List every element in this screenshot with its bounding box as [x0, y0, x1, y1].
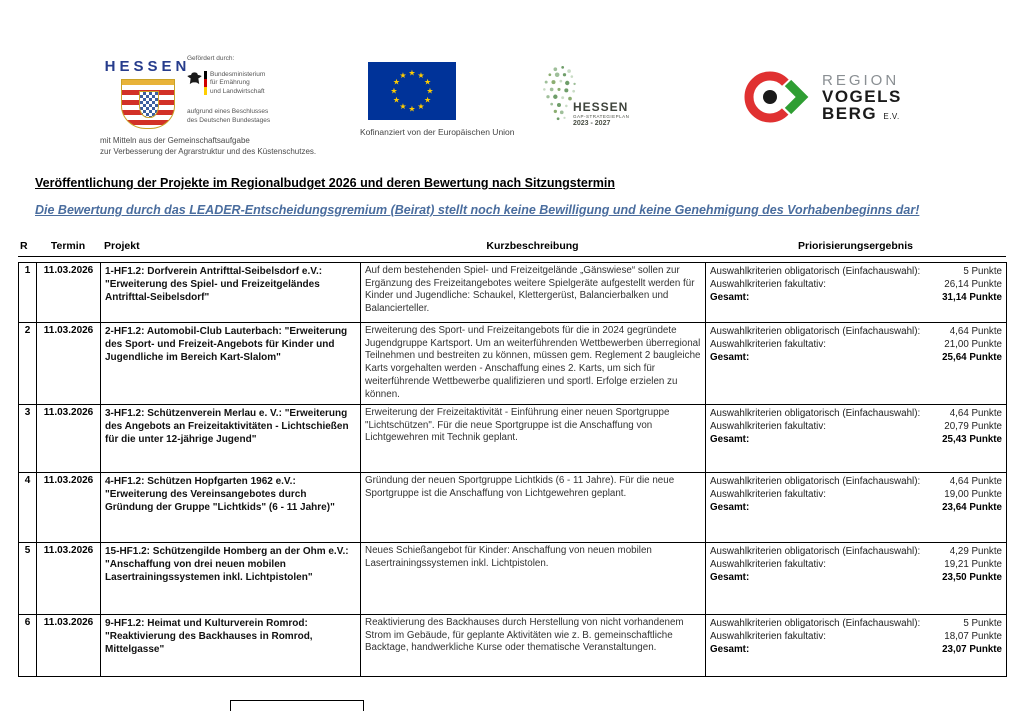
score-line-fakultativ [710, 278, 1002, 291]
row-projekt: 9-HF1.2: Heimat und Kulturverein Romrod: "Reaktivierung des Backhauses in Romrod, Mittelgasse" [101, 615, 361, 677]
table-header-row [18, 240, 1006, 257]
hessen-logo [100, 58, 195, 129]
row-kurzbeschreibung: Neues Schießangebot für Kinder: Anschaffung von neuen mobilen Lasertrainingssystemen inkl. Lichtpistolen. [361, 543, 706, 615]
svg-text:★: ★ [424, 77, 432, 87]
score-line-gesamt [710, 351, 1002, 364]
score-line-gesamt [710, 501, 1002, 514]
score-label-gesamt: Gesamt: [710, 352, 750, 364]
score-value-fakultativ: 18,07 Punkte [944, 631, 1002, 643]
page-subtitle: Die Bewertung durch das LEADER-Entscheidungsgremium (Beirat) stellt noch keine Bewilligung und keine Genehmigung des Vorhabenbeginns dar! [35, 203, 920, 217]
row-priorisierung [706, 473, 1007, 543]
score-label-gesamt: Gesamt: [710, 434, 750, 446]
column-header-priorisierung: Priorisierungsergebnis [798, 240, 913, 252]
score-line-obligatorisch [710, 407, 1002, 420]
row-kurzbeschreibung: Auf dem bestehenden Spiel- und Freizeitgelände „Gänswiese“ sollen zur Ergänzung des Freizeitangebotes weitere Spielgeräte aufgestellt werden für Kinder und Jugendliche: Schaukel, Klettergerüst, Balancierbalken und Balancierteller. [361, 263, 706, 323]
svg-text:★: ★ [426, 86, 434, 96]
score-label-fakultativ: Auswahlkriterien fakultativ: [710, 421, 826, 433]
bmel-ministry-line2: für Ernährung [210, 79, 250, 87]
score-label-gesamt: Gesamt: [710, 572, 750, 584]
funding-note [100, 136, 330, 158]
table-row [19, 263, 1007, 323]
row-priorisierung [706, 615, 1007, 677]
row-priorisierung [706, 543, 1007, 615]
rv-vogels-label: VOGELS [822, 86, 902, 106]
rv-berg-label [822, 105, 902, 122]
bmel-gefoerdert-label: Gefördert durch: [187, 55, 235, 62]
score-value-obligatorisch: 4,64 Punkte [949, 476, 1002, 487]
row-number: 6 [19, 615, 37, 677]
score-line-obligatorisch [710, 545, 1002, 558]
row-projekt: 15-HF1.2: Schützengilde Homberg an der Ohm e.V.: "Anschaffung von drei neuen mobilen Lasertrainingssystemen inkl. Lichtpistolen" [101, 543, 361, 615]
bmel-logo [187, 55, 297, 125]
svg-text:★: ★ [392, 95, 400, 105]
projects-table [18, 240, 1006, 677]
score-label-obligatorisch: Auswahlkriterien obligatorisch (Einfachauswahl): [710, 326, 921, 337]
region-vogelsberg-logo [742, 66, 922, 128]
svg-text:★: ★ [424, 95, 432, 105]
svg-text:★: ★ [392, 77, 400, 87]
score-label-obligatorisch: Auswahlkriterien obligatorisch (Einfachauswahl): [710, 408, 921, 419]
svg-text:★: ★ [417, 102, 425, 112]
column-header-kurzbeschreibung: Kurzbeschreibung [486, 240, 579, 252]
gap-hessen-label: HESSEN [573, 100, 629, 114]
rv-region-label: REGION [822, 71, 900, 89]
eu-flag-icon [368, 62, 456, 120]
hessen-lion-shield-icon [139, 91, 159, 118]
score-label-gesamt: Gesamt: [710, 292, 750, 304]
bmel-bundestag-line2: des Deutschen Bundestages [187, 116, 271, 124]
row-termin: 11.03.2026 [37, 615, 101, 677]
score-line-gesamt [710, 291, 1002, 304]
svg-text:★: ★ [390, 86, 398, 96]
region-vogelsberg-icon [742, 66, 814, 128]
row-kurzbeschreibung: Reaktivierung des Backhauses durch Herstellung von nicht vorhandenem Strom im Gebäude, für geplante Aktivitäten wie z. B. gemeinschaftliche Backtage, handwerkliche Kurse oder thematische Veranstaltungen. [361, 615, 706, 677]
score-line-gesamt [710, 643, 1002, 656]
score-value-fakultativ: 19,00 Punkte [944, 489, 1002, 501]
score-value-fakultativ: 21,00 Punkte [944, 339, 1002, 351]
projects-table-body [19, 263, 1007, 677]
table-row [19, 323, 1007, 405]
score-value-fakultativ: 26,14 Punkte [944, 279, 1002, 291]
bmel-bundestag-note [187, 108, 297, 125]
score-label-obligatorisch: Auswahlkriterien obligatorisch (Einfachauswahl): [710, 546, 921, 557]
table-row [19, 405, 1007, 473]
score-label-obligatorisch: Auswahlkriterien obligatorisch (Einfachauswahl): [710, 618, 921, 629]
logo-band [0, 0, 1024, 165]
table-row [19, 473, 1007, 543]
bmel-bundestag-line1: aufgrund eines Beschlusses [187, 108, 269, 116]
svg-text:★: ★ [399, 102, 407, 112]
next-table-fragment [230, 700, 364, 711]
hessen-coat-of-arms-icon [121, 79, 175, 129]
row-number: 5 [19, 543, 37, 615]
score-label-obligatorisch: Auswahlkriterien obligatorisch (Einfachauswahl): [710, 266, 921, 277]
score-value-gesamt: 23,64 Punkte [942, 502, 1002, 514]
score-label-fakultativ: Auswahlkriterien fakultativ: [710, 631, 826, 643]
score-line-fakultativ [710, 488, 1002, 501]
federal-eagle-icon [187, 71, 202, 86]
gap-years-label: 2023 - 2027 [573, 120, 611, 127]
score-value-fakultativ: 20,79 Punkte [944, 421, 1002, 433]
score-value-fakultativ: 19,21 Punkte [944, 559, 1002, 571]
page-title: Veröffentlichung der Projekte im Regionalbudget 2026 und deren Bewertung nach Sitzungstermin [35, 176, 615, 190]
score-value-gesamt: 31,14 Punkte [942, 292, 1002, 304]
german-flag-bar-icon [204, 71, 207, 95]
table-row [19, 543, 1007, 615]
score-line-gesamt [710, 433, 1002, 446]
row-projekt: 4-HF1.2: Schützen Hopfgarten 1962 e.V.: "Erweiterung des Vereinsangebotes durch Gründung der Gruppe "Lichtkids" (6 - 11 Jahre)" [101, 473, 361, 543]
projects-table-grid [18, 262, 1007, 677]
funding-note-line1: mit Mitteln aus der Gemeinschaftsaufgabe [100, 136, 250, 145]
score-value-gesamt: 23,50 Punkte [942, 572, 1002, 584]
score-value-obligatorisch: 4,29 Punkte [949, 546, 1002, 557]
score-label-fakultativ: Auswahlkriterien fakultativ: [710, 489, 826, 501]
score-line-fakultativ [710, 558, 1002, 571]
column-header-projekt: Projekt [104, 240, 140, 252]
row-priorisierung [706, 405, 1007, 473]
svg-text:★: ★ [399, 70, 407, 80]
column-header-termin: Termin [50, 240, 86, 252]
score-line-gesamt [710, 571, 1002, 584]
score-line-obligatorisch [710, 325, 1002, 338]
bmel-ministry-line1: Bundesministerium [210, 71, 266, 78]
score-value-obligatorisch: 5 Punkte [963, 266, 1002, 277]
row-termin: 11.03.2026 [37, 473, 101, 543]
svg-text:★: ★ [408, 104, 416, 114]
score-line-obligatorisch [710, 265, 1002, 278]
row-kurzbeschreibung: Erweiterung des Sport- und Freizeitangebots für die in 2024 gegründete Jugendgruppe Kartsport. Um an weiterführenden Wettbewerben überregional Teilnehmen und bestreiten zu können, müssen gem. Reglement 2 baugleiche Karts vorgehalten werden - Anschaffung eines 2. Karts, um sich für weiterführende Wettbewerbe qualifizieren und sportl. Erfolge erzielen zu können. [361, 323, 706, 405]
score-label-gesamt: Gesamt: [710, 644, 750, 656]
score-label-gesamt: Gesamt: [710, 502, 750, 514]
svg-text:★: ★ [408, 68, 416, 78]
rv-berg-text: BERG [822, 103, 878, 123]
score-line-fakultativ [710, 338, 1002, 351]
score-line-fakultativ [710, 630, 1002, 643]
row-number: 2 [19, 323, 37, 405]
bmel-ministry-line3: und Landwirtschaft [210, 87, 265, 95]
bmel-ministry-name [210, 71, 265, 96]
score-label-fakultativ: Auswahlkriterien fakultativ: [710, 279, 826, 291]
row-termin: 11.03.2026 [37, 263, 101, 323]
row-priorisierung [706, 263, 1007, 323]
row-priorisierung [706, 323, 1007, 405]
row-projekt: 1-HF1.2: Dorfverein Antrifttal-Seibelsdorf e.V.: "Erweiterung des Spiel- und Freizeitgeländes Antrifttal-Seibelsdorf" [101, 263, 361, 323]
score-line-obligatorisch [710, 475, 1002, 488]
row-number: 1 [19, 263, 37, 323]
score-value-obligatorisch: 5 Punkte [963, 618, 1002, 629]
score-line-fakultativ [710, 420, 1002, 433]
row-termin: 11.03.2026 [37, 405, 101, 473]
score-value-gesamt: 25,64 Punkte [942, 352, 1002, 364]
score-value-gesamt: 25,43 Punkte [942, 434, 1002, 446]
rv-ev-suffix: E.V. [883, 111, 900, 121]
funding-note-line2: zur Verbesserung der Agrarstruktur und des Küstenschutzes. [100, 146, 317, 156]
score-value-gesamt: 23,07 Punkte [942, 644, 1002, 656]
score-value-obligatorisch: 4,64 Punkte [949, 326, 1002, 337]
svg-text:★: ★ [417, 70, 425, 80]
row-kurzbeschreibung: Erweiterung der Freizeitaktivität - Einführung einer neuen Sportgruppe "Lichtschützen". Für die neue Sportgruppe ist die Anschaffung von Lichtgewehren mit Technik geplant. [361, 405, 706, 473]
score-label-fakultativ: Auswahlkriterien fakultativ: [710, 559, 826, 571]
row-projekt: 2-HF1.2: Automobil-Club Lauterbach: "Erweiterung des Sport- und Freizeit-Angebots für Kinder und Jugendliche im Bereich Kart-Slalom" [101, 323, 361, 405]
score-value-obligatorisch: 4,64 Punkte [949, 408, 1002, 419]
row-projekt: 3-HF1.2: Schützenverein Merlau e. V.: "Erweiterung des Angebots an Freizeitaktivitäten - Lichtschießen für die unter 12-jährige Jugend" [101, 405, 361, 473]
row-number: 4 [19, 473, 37, 543]
score-label-obligatorisch: Auswahlkriterien obligatorisch (Einfachauswahl): [710, 476, 921, 487]
row-termin: 11.03.2026 [37, 323, 101, 405]
row-number: 3 [19, 405, 37, 473]
eu-caption: Kofinanziert von der Europäischen Union [360, 127, 515, 137]
score-label-fakultativ: Auswahlkriterien fakultativ: [710, 339, 826, 351]
row-termin: 11.03.2026 [37, 543, 101, 615]
score-line-obligatorisch [710, 617, 1002, 630]
gap-strategieplan-label: GAP-STRATEGIEPLAN [573, 114, 630, 119]
column-header-r: R [20, 240, 28, 252]
row-kurzbeschreibung: Gründung der neuen Sportgruppe Lichtkids (6 - 11 Jahre). Für die neue Sportgruppe ist die Anschaffung von Lichtgewehren geplant. [361, 473, 706, 543]
table-row [19, 615, 1007, 677]
gap-strategieplan-logo [537, 60, 657, 135]
hessen-wordmark: HESSEN [104, 58, 191, 75]
